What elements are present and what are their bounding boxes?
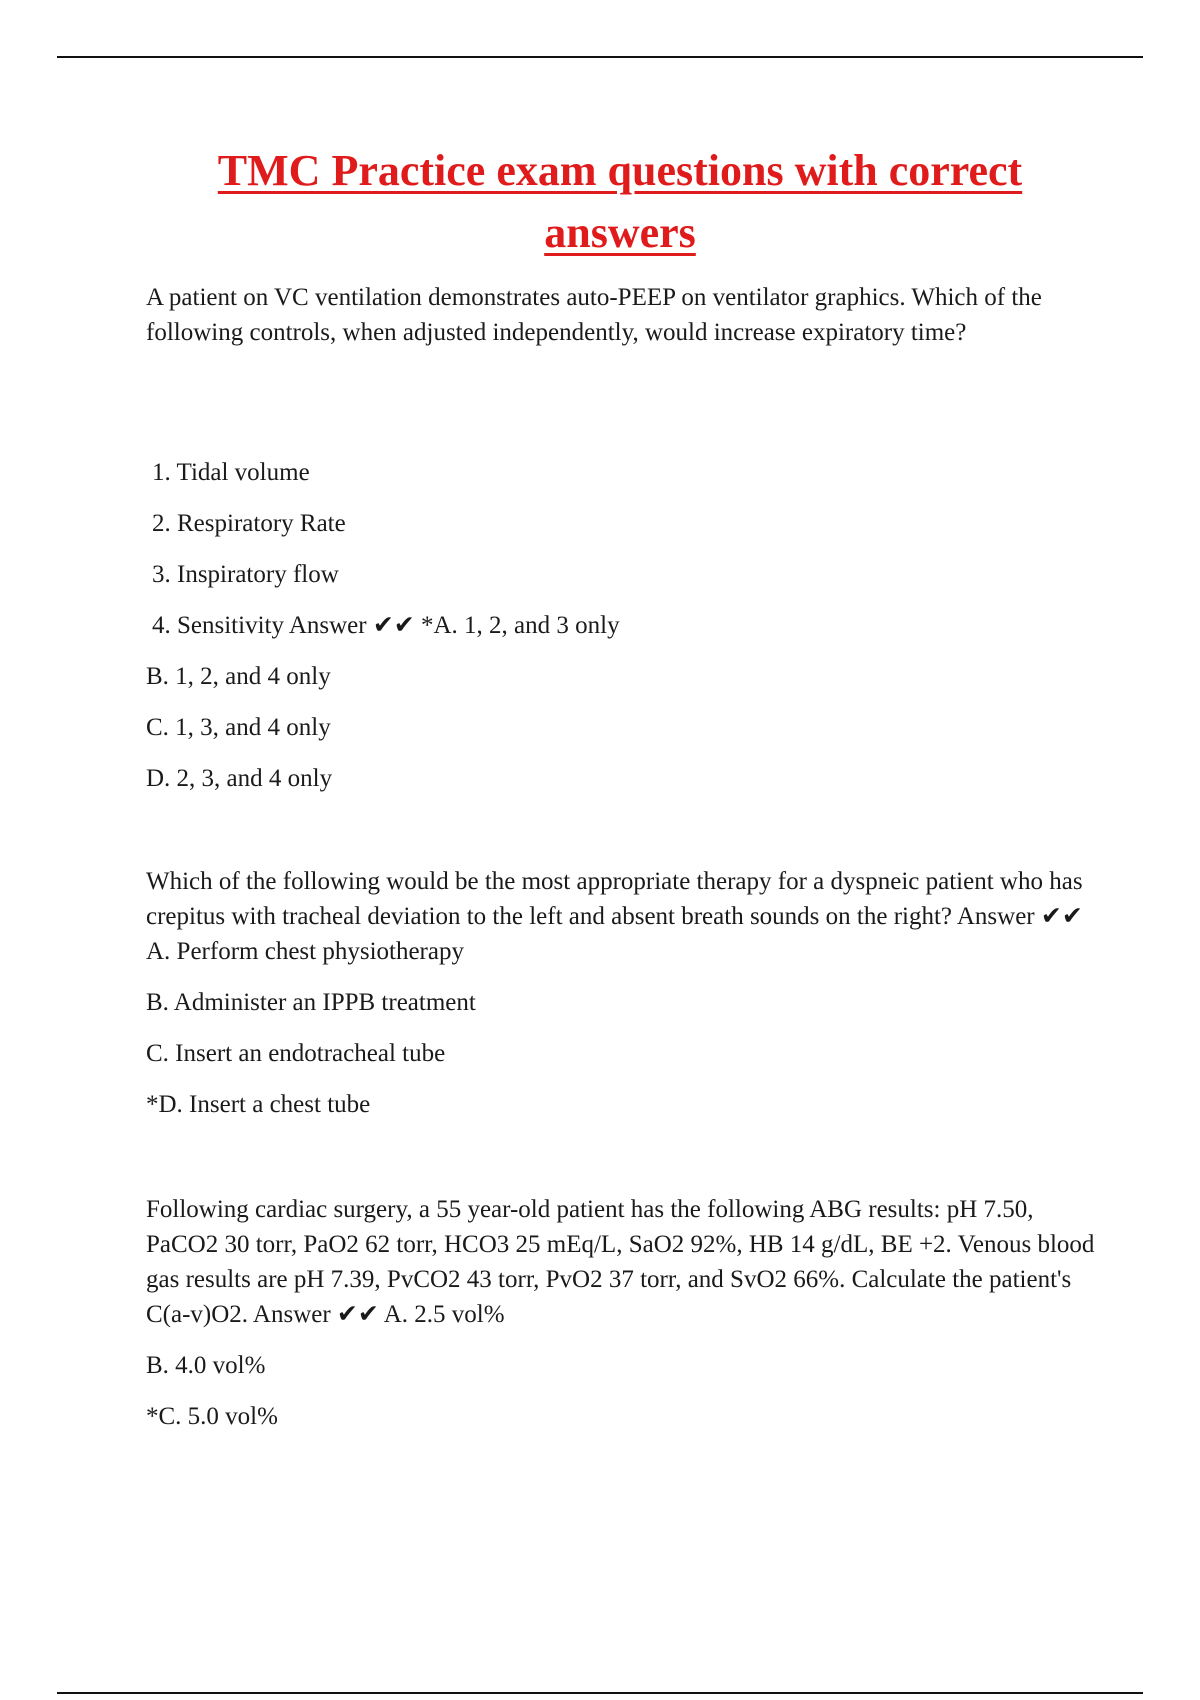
top-rule bbox=[57, 56, 1143, 58]
question-1-option-b: B. 1, 2, and 4 only bbox=[146, 663, 331, 690]
title-line-2: answers bbox=[544, 208, 696, 257]
question-1-option-c: C. 1, 3, and 4 only bbox=[146, 714, 331, 741]
question-1-item-1: 1. Tidal volume bbox=[152, 459, 310, 486]
question-1-option-d: D. 2, 3, and 4 only bbox=[146, 765, 333, 792]
question-1-item-4: 4. Sensitivity Answer ✔✔ *A. 1, 2, and 3 only bbox=[152, 612, 620, 639]
question-3-stem: Following cardiac surgery, a 55 year-old patient has the following ABG results: pH 7.50, PaCO2 30 torr, PaO2 62 torr, HCO3 25 mEq/L, SaO2 92%, HB 14 g/dL, BE +2. Venous blood gas results are pH 7.39, PvCO2 43 torr, PvO2 37 torr, and SvO2 66%. Calculate the patient's C(a-v)O2. Answer ✔✔ A. 2.5 vol% bbox=[146, 1196, 1095, 1328]
question-1-item-2: 2. Respiratory Rate bbox=[152, 510, 346, 537]
question-3-option-b: B. 4.0 vol% bbox=[146, 1352, 266, 1379]
question-2-option-c: C. Insert an endotracheal tube bbox=[146, 1040, 446, 1067]
question-3-option-c: *C. 5.0 vol% bbox=[146, 1403, 278, 1430]
question-1-item-3: 3. Inspiratory flow bbox=[152, 561, 339, 588]
title-line-1: TMC Practice exam questions with correct bbox=[217, 146, 1023, 195]
question-2-stem: Which of the following would be the most appropriate therapy for a dyspneic patient who has crepitus with tracheal deviation to the left and absent breath sounds on the right? Answer ✔✔ A. Perform chest physiotherapy bbox=[146, 868, 1083, 965]
document-title bbox=[120, 140, 1120, 264]
question-1-stem: A patient on VC ventilation demonstrates auto-PEEP on ventilator graphics. Which of the following controls, when adjusted independently, would increase expiratory time? bbox=[146, 284, 1042, 346]
bottom-rule bbox=[57, 1692, 1143, 1694]
question-2-option-d: *D. Insert a chest tube bbox=[146, 1091, 371, 1118]
question-2-option-b: B. Administer an IPPB treatment bbox=[146, 989, 476, 1016]
